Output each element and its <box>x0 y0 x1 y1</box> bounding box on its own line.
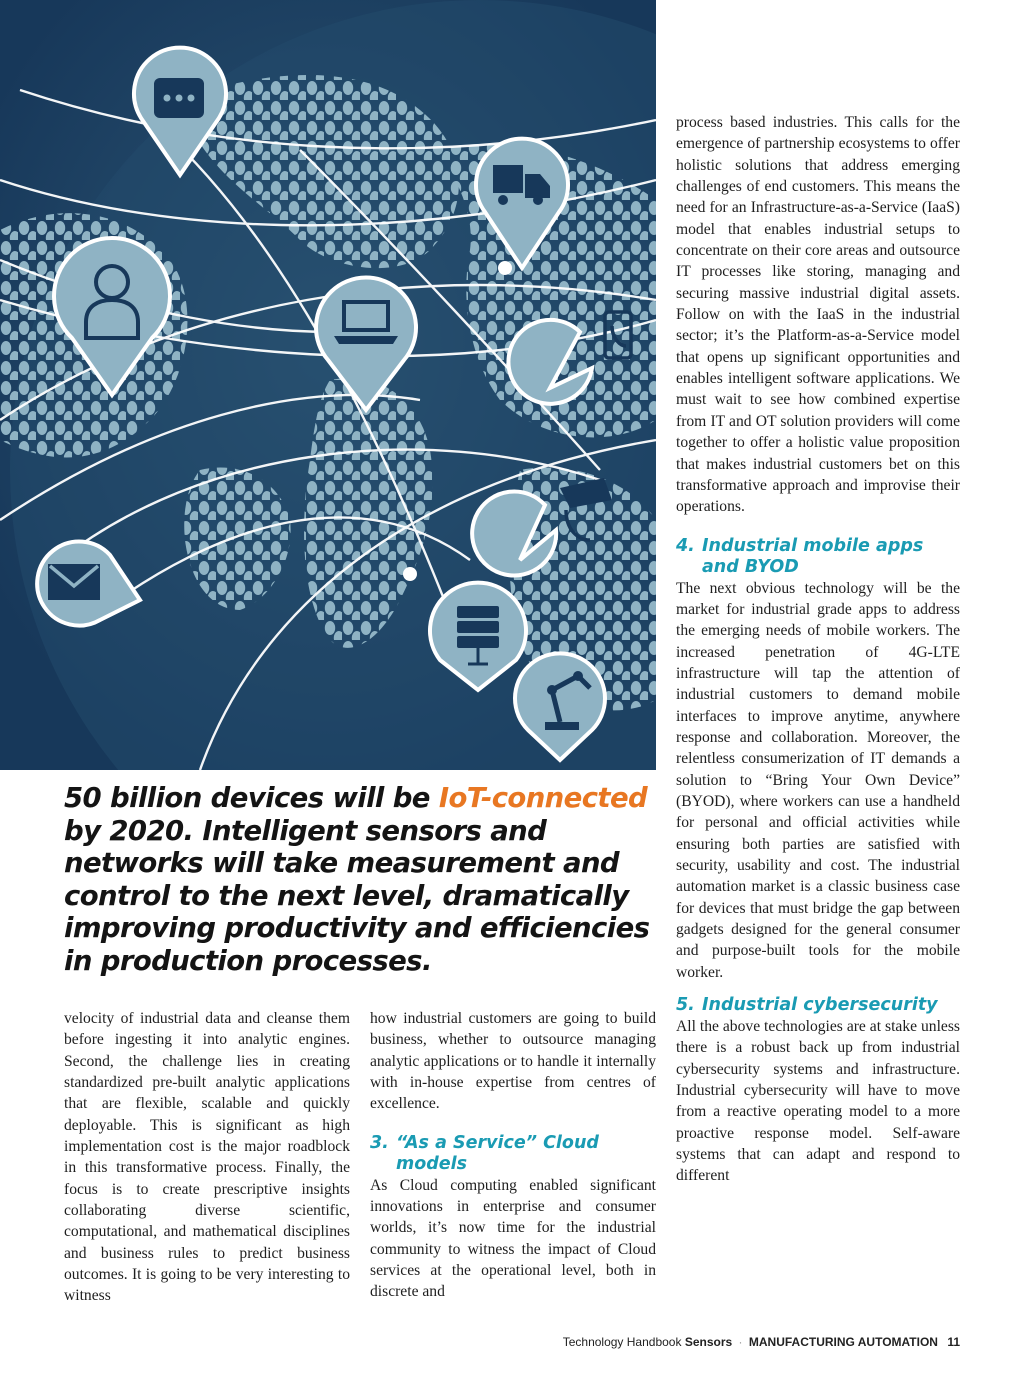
section-title: Industrial cybersecurity <box>702 995 938 1016</box>
body-paragraph: All the above technologies are at stake unless there is a robust back up from industrial cybersecurity systems and infrastructure. Industrial cybersecurity will have to move from a reactive operating model to a more proactive response model. Self-aware systems that can adapt and respond to different <box>676 1018 960 1185</box>
body-column-left <box>64 1008 350 1307</box>
hero-illustration <box>0 0 656 770</box>
pull-quote-part2: by 2020. Intelligent sensors and networks will take measurement and control to the next level, dramatically improving productivity and efficiencies in production processes. <box>64 814 650 977</box>
body-paragraph: process based industries. This calls for the emergence of partnership ecosystems to offer holistic solutions that address emerging challenges of end customers. This means the need for an Infrastructure-as-a-Service (IaaS) model that enables industrial setups to concentrate on their core areas and outsource IT processes like storing, managing and securing massive industrial digital assets. Follow on with the IaaS in the industrial sector; it’s the Platform-as-a-Service model that opens up significant opportunities and enables intelligent software applications. We must wait to see how combined expertise from IT and OT solution providers will come together to offer a holistic value proposition that makes industrial customers bet on this transformative approach and improvise their operations. <box>676 114 960 516</box>
section-number: 5. <box>676 995 695 1016</box>
section-5-heading <box>676 995 960 1016</box>
footer-topic: Sensors <box>684 1335 733 1349</box>
pull-quote-highlight: IoT-connected <box>438 782 648 814</box>
footer-magazine: MANUFACTURING AUTOMATION <box>748 1335 938 1349</box>
section-4-heading <box>676 536 960 578</box>
footer-publication: Technology Handbook <box>562 1335 682 1349</box>
page-footer <box>400 1335 960 1349</box>
pull-quote-part1: 50 billion devices will be <box>64 782 439 814</box>
section-3-heading <box>370 1133 656 1175</box>
pull-quote <box>64 782 664 978</box>
body-column-middle <box>370 1008 656 1303</box>
footer-separator: · <box>738 1335 743 1349</box>
section-number: 3. <box>370 1132 389 1153</box>
body-paragraph: how industrial customers are going to build business, whether to outsource managing analytic applications or to handle it internally with in-house expertise from centres of excellence. <box>370 1010 656 1113</box>
section-title: “As a Service” Cloud models <box>396 1132 599 1174</box>
body-column-right <box>676 112 960 1187</box>
section-number: 4. <box>676 535 695 556</box>
page-number: 11 <box>947 1335 960 1349</box>
section-title: Industrial mobile apps and BYOD <box>702 535 924 577</box>
body-paragraph: The next obvious technology will be the market for industrial grade apps to address the emerging needs of mobile workers. The increased penetration of 4G-LTE infrastructure will tap the attention of industrial customers to demand mobile interfaces to improve anytime, anywhere response and collaboration. Moreover, the relentless consumerization of IT demands a solution to “Bring Your Own Device” (BYOD), where workers can use a handheld for personal and official activities while ensuring both parties are satisfied with security, usability and cost. The industrial automation market is a classic business case for devices that must bridge the gap between gadgets designed for the general consumer and purpose-built tools for the mobile worker. <box>676 579 960 981</box>
body-paragraph: velocity of industrial data and cleanse them before ingesting it into analytic engines. Second, the challenge lies in creating standardized pre-built analytic applications that are flexible, scalable and quickly deployable. This is significant as high implementation cost is the major roadblock in this transformative process. Finally, the focus is to create prescriptive insights collaborating diverse scientific, computational, and mathematical disciplines and business rules to predict business outcomes. It is going to be very interesting to witness <box>64 1010 350 1305</box>
body-paragraph: As Cloud computing enabled significant innovations in enterprise and consumer worlds, it’s now time for the industrial community to witness the impact of Cloud services at the operational level, both in discrete and <box>370 1176 656 1301</box>
